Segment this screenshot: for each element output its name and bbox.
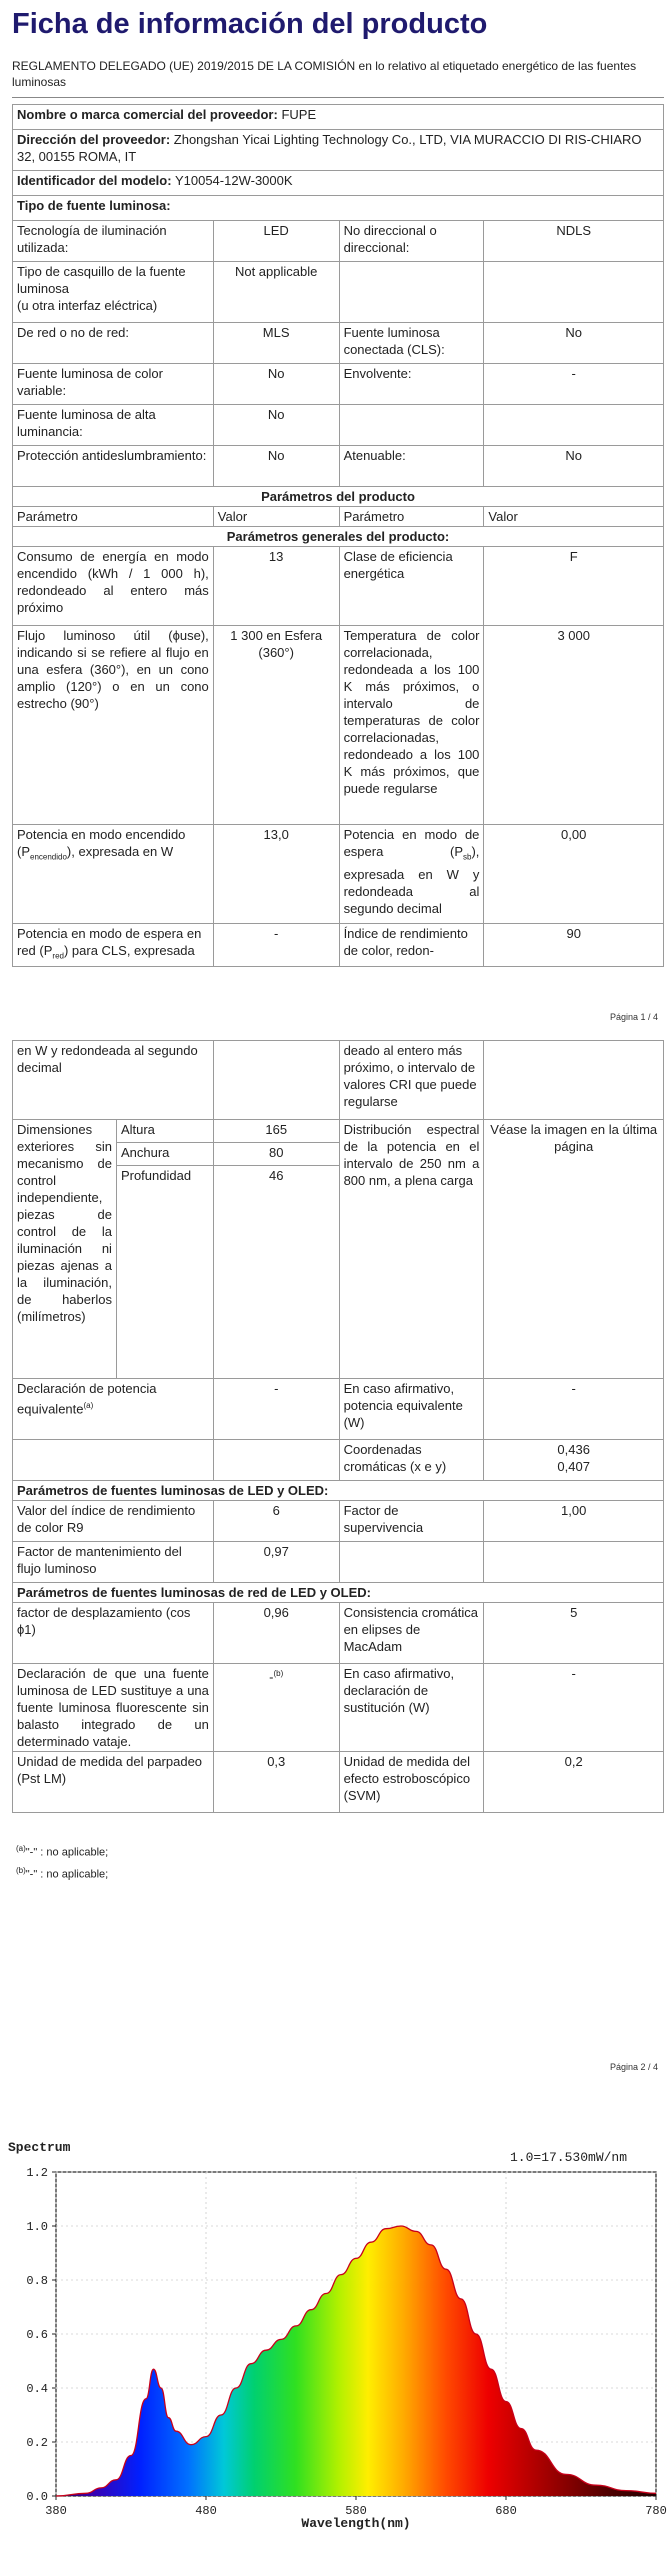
- led-header-row: [13, 1481, 664, 1501]
- type-label: Tipo de casquillo de la fuente luminosa (u otra interfaz eléctrica): [13, 262, 214, 323]
- param-value: [484, 1542, 664, 1583]
- param-value: 3 000: [484, 626, 664, 825]
- type-header-row: [13, 196, 664, 221]
- param-label: Potencia en modo de espera $(P_{sb})$, expresada en W y redondeada al segundo decimal: [339, 825, 484, 924]
- continued-row: [13, 1041, 664, 1120]
- regulation-intro: REGLAMENTO DELEGADO (UE) 2019/2015 DE LA COMISIÓN en lo relativo al etiquetado energético de las fuentes luminosas: [12, 59, 637, 89]
- chart-title: Spectrum: [8, 2140, 71, 2155]
- general-row: [13, 825, 664, 924]
- type-label: [339, 262, 484, 323]
- param-label: Potencia en modo encendido $(P_{encendido})$, expresada en W: [13, 825, 214, 924]
- column-header-row: [13, 507, 664, 527]
- type-row: [13, 323, 664, 364]
- param-label: Declaración de que una fuente luminosa de LED sustituye a una fuente luminosa fluorescente sin balasto integrado de un determinado vataje.: [13, 1664, 214, 1752]
- type-header: Tipo de fuente luminosa:: [13, 196, 664, 221]
- type-label: Atenuable:: [339, 446, 484, 487]
- type-row: [13, 262, 664, 323]
- param-value: 90: [484, 924, 664, 967]
- type-value: Not applicable: [213, 262, 339, 323]
- y-tick-label: 0.0: [26, 2490, 48, 2504]
- document-title: Ficha de información del producto: [12, 8, 488, 40]
- x-tick-label: 380: [45, 2504, 67, 2518]
- type-row: [13, 405, 664, 446]
- param-label: Unidad de medida del efecto estroboscópico (SVM): [339, 1752, 484, 1813]
- type-value: -: [484, 364, 664, 405]
- equivalent-row: [13, 1379, 664, 1440]
- column-header-value: Valor: [484, 507, 664, 527]
- type-row: [13, 446, 664, 487]
- param-value: -: [213, 924, 339, 967]
- y-tick-label: 0.6: [26, 2328, 48, 2342]
- chromaticity-label: Coordenadas cromáticas (x e y): [339, 1440, 484, 1481]
- type-value: LED: [213, 221, 339, 262]
- footnote-a: $^{(a)}$"-" : no aplicable;: [16, 1844, 109, 1859]
- type-value: [484, 405, 664, 446]
- dimension-value: 80: [213, 1143, 339, 1166]
- param-label: Temperatura de color correlacionada, redondeada a los 100 K más próximos, o intervalo de temperaturas de color correlacionadas, redondeado a los 100 K más próximos, que puede regularse: [339, 626, 484, 825]
- column-header-param: Parámetro: [13, 507, 214, 527]
- param-label: Índice de rendimiento de color, redon-: [339, 924, 484, 967]
- param-value: [484, 1041, 664, 1120]
- supplier-table: [12, 104, 664, 967]
- param-value: 0,97: [213, 1542, 339, 1583]
- page-spectrum: [0, 2090, 670, 2560]
- supplier-label: Nombre o marca comercial del proveedor:: [17, 107, 278, 122]
- params-header-row: [13, 487, 664, 507]
- param-value: 1 300 en Esfera (360°): [213, 626, 339, 825]
- type-label: Fuente luminosa de alta luminancia:: [13, 405, 214, 446]
- column-header-param: Parámetro: [339, 507, 484, 527]
- dims-row: [13, 1120, 664, 1143]
- x-tick-label: 480: [195, 2504, 217, 2518]
- type-row: [13, 221, 664, 262]
- type-label: [339, 405, 484, 446]
- parameters-table-continued: [12, 1040, 664, 1813]
- footnote-b: $^{(b)}$"-" : no aplicable;: [16, 1866, 109, 1881]
- type-label: No direccional o direccional:: [339, 221, 484, 262]
- coords-row: [13, 1440, 664, 1481]
- y-tick-label: 0.8: [26, 2274, 48, 2288]
- supplier-row: [13, 105, 664, 130]
- params-header: Parámetros del producto: [13, 487, 664, 507]
- type-value: No: [213, 364, 339, 405]
- param-label: factor de desplazamiento (cos ϕ1): [13, 1603, 214, 1664]
- column-header-value: Valor: [213, 507, 339, 527]
- general-row: [13, 547, 664, 626]
- param-label: [339, 1542, 484, 1583]
- general-row: [13, 924, 664, 967]
- led-row: [13, 1501, 664, 1542]
- address-row: [13, 130, 664, 171]
- address-value: Zhongshan Yicai Lighting Technology Co., LTD, VIA MURACCIO DI RIS-CHIARO 32, 00155 ROMA, IT: [17, 132, 642, 164]
- model-value: Y10054-12W-3000K: [174, 173, 293, 188]
- type-value: MLS: [213, 323, 339, 364]
- page-1: [0, 0, 670, 1040]
- red-row: [13, 1603, 664, 1664]
- type-label: Tecnología de iluminación utilizada:: [13, 221, 214, 262]
- red-header: Parámetros de fuentes luminosas de red de LED y OLED:: [13, 1583, 664, 1603]
- param-value: F: [484, 547, 664, 626]
- param-value: 13,0: [213, 825, 339, 924]
- address-label: Dirección del proveedor:: [17, 132, 171, 147]
- supplier-value: FUPE: [281, 107, 317, 122]
- general-row: [13, 626, 664, 825]
- param-value: 0,96: [213, 1603, 339, 1664]
- equivalent-value: -: [213, 1379, 339, 1440]
- spectrum-svg: [0, 2090, 670, 2560]
- param-label: En caso afirmativo, declaración de sustitución (W): [339, 1664, 484, 1752]
- type-label: Fuente luminosa conectada (CLS):: [339, 323, 484, 364]
- type-row: [13, 364, 664, 405]
- type-label: Fuente luminosa de color variable:: [13, 364, 214, 405]
- param-label: Flujo luminoso útil (ϕuse), indicando si se refiere al flujo en una esfera (360°), en un cono amplio (120°) o en un cono estrecho (90°): [13, 626, 214, 825]
- equivalent-power-label: En caso afirmativo, potencia equivalente (W): [339, 1379, 484, 1440]
- general-header-row: [13, 527, 664, 547]
- y-tick-label: 1.2: [26, 2166, 48, 2180]
- type-value: [484, 262, 664, 323]
- general-header: Parámetros generales del producto:: [13, 527, 664, 547]
- param-label: Consistencia cromática en elipses de MacAdam: [339, 1603, 484, 1664]
- param-label: Factor de supervivencia: [339, 1501, 484, 1542]
- x-tick-label: 780: [645, 2504, 667, 2518]
- chromaticity-x: 0,436: [557, 1442, 590, 1457]
- param-value: 6: [213, 1501, 339, 1542]
- dimension-value: 46: [213, 1166, 339, 1379]
- red-row: [13, 1664, 664, 1752]
- x-tick-label: 680: [495, 2504, 517, 2518]
- param-value: 0,00: [484, 825, 664, 924]
- param-label: Factor de mantenimiento del flujo luminoso: [13, 1542, 214, 1583]
- led-header: Parámetros de fuentes luminosas de LED y OLED:: [13, 1481, 664, 1501]
- dimensions-label: Dimensiones exteriores sin mecanismo de control independiente, piezas de control de la iluminación ni piezas ajenas a la iluminación, de haberlos (milímetros): [13, 1120, 117, 1379]
- y-tick-label: 1.0: [26, 2220, 48, 2234]
- param-value: -$^{(b)}$: [213, 1664, 339, 1752]
- chart-annotation: 1.0=17.530mW/nm: [510, 2150, 628, 2165]
- dimension-name: Altura: [116, 1120, 213, 1143]
- page-number: Página 2 / 4: [609, 2062, 658, 2072]
- type-value: No: [484, 446, 664, 487]
- type-value: No: [484, 323, 664, 364]
- y-tick-label: 0.4: [26, 2382, 48, 2396]
- param-label: Potencia en modo de espera en red $(P_{red})$ para CLS, expresada: [13, 924, 214, 967]
- dimension-name: Profundidad: [116, 1166, 213, 1379]
- type-label: Protección antideslumbramiento:: [13, 446, 214, 487]
- param-label: Consumo de energía en modo encendido (kWh / 1 000 h), redondeado al entero más próximo: [13, 547, 214, 626]
- chromaticity-value: [484, 1440, 664, 1481]
- param-label: Unidad de medida del parpadeo (Pst LM): [13, 1752, 214, 1813]
- param-value: 1,00: [484, 1501, 664, 1542]
- param-label: deado al entero más próximo, o intervalo de valores CRI que puede regularse: [339, 1041, 484, 1120]
- model-row: [13, 171, 664, 196]
- type-value: No: [213, 405, 339, 446]
- spd-label: Distribución espectral de la potencia en el intervalo de 250 nm a 800 nm, a plena carga: [339, 1120, 484, 1379]
- chromaticity-y: 0,407: [557, 1459, 590, 1474]
- equivalent-label: Declaración de potencia equivalente$^{(a)}$: [13, 1379, 214, 1440]
- dimension-value: 165: [213, 1120, 339, 1143]
- led-row: [13, 1542, 664, 1583]
- spectrum-chart: [0, 2090, 670, 2560]
- spd-value: Véase la imagen en la última página: [484, 1120, 664, 1379]
- page-number: Página 1 / 4: [609, 1012, 658, 1022]
- param-value: [213, 1041, 339, 1120]
- x-tick-label: 580: [345, 2504, 367, 2518]
- divider: [12, 97, 664, 98]
- param-label: en W y redondeada al segundo decimal: [13, 1041, 214, 1120]
- dimension-name: Anchura: [116, 1143, 213, 1166]
- model-label: Identificador del modelo:: [17, 173, 172, 188]
- footnote-marker: (b): [273, 1669, 284, 1678]
- param-value: 5: [484, 1603, 664, 1664]
- spectrum-area: [56, 2226, 656, 2496]
- x-axis-label: Wavelength(nm): [301, 2516, 411, 2531]
- type-value: NDLS: [484, 221, 664, 262]
- param-value: -: [484, 1664, 664, 1752]
- page-2: [0, 1040, 670, 2090]
- type-value: No: [213, 446, 339, 487]
- y-tick-label: 0.2: [26, 2436, 48, 2450]
- param-label: Clase de eficiencia energética: [339, 547, 484, 626]
- param-value: 0,3: [213, 1752, 339, 1813]
- red-header-row: [13, 1583, 664, 1603]
- type-label: De red o no de red:: [13, 323, 214, 364]
- param-value: 13: [213, 547, 339, 626]
- footnote-marker: (a): [83, 1401, 94, 1410]
- type-label: Envolvente:: [339, 364, 484, 405]
- param-value: 0,2: [484, 1752, 664, 1813]
- equivalent-power-value: -: [484, 1379, 664, 1440]
- param-label: Valor del índice de rendimiento de color R9: [13, 1501, 214, 1542]
- red-row: [13, 1752, 664, 1813]
